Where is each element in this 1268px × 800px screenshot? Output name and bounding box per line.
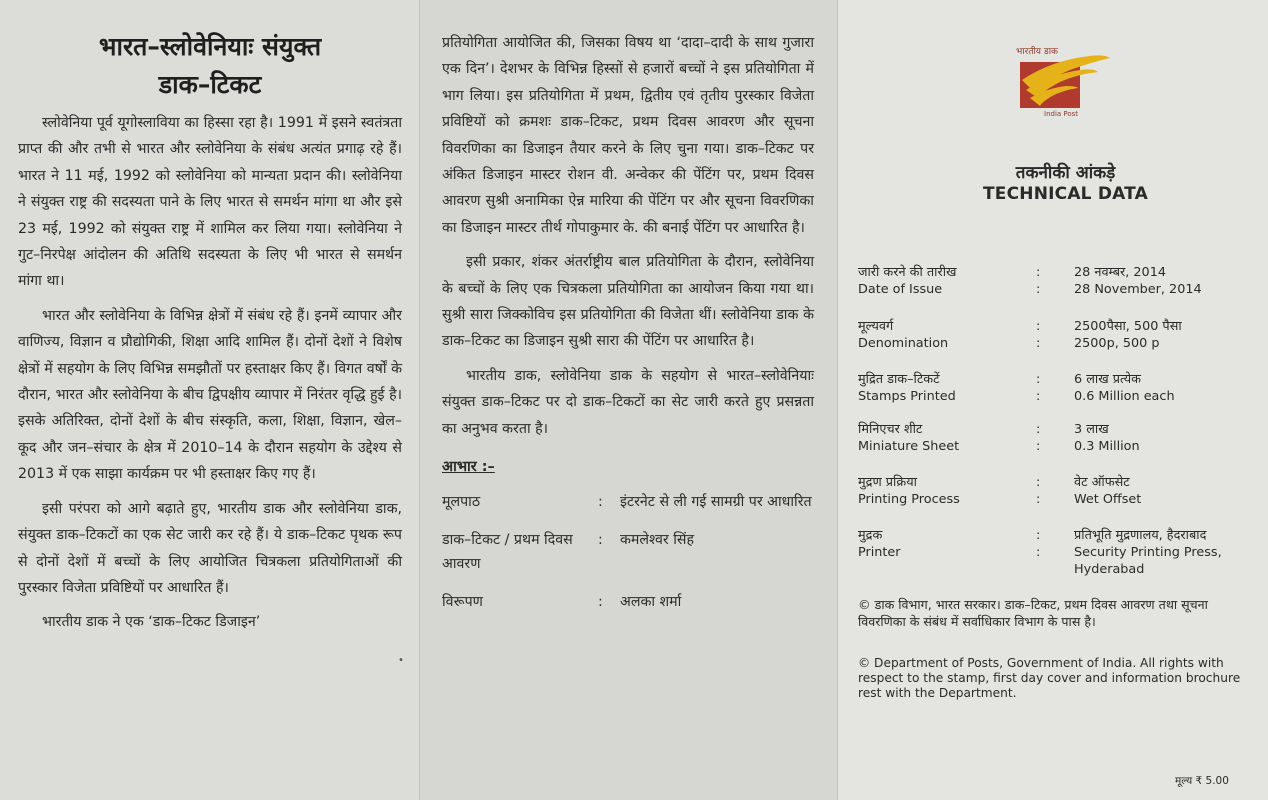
right-panel <box>838 0 1268 800</box>
spec-label-hindi: मुद्रण प्रक्रिया <box>858 475 917 490</box>
spec-colon: : <box>1036 336 1041 351</box>
spec-colon: : <box>1036 282 1041 297</box>
spec-label: Date of Issue <box>858 282 943 297</box>
spec-label: Miniature Sheet <box>858 439 960 454</box>
body-paragraph: इसी प्रकार, शंकर अंतर्राष्ट्रीय बाल प्रतियोगिता के दौरान, स्लोवेनिया के बच्चों के लिए एक चित्रकला प्रतियोगिता का आयोजन किया गया था। सुश्री सारा जिक्कोविच इस प्रतियोगिता की विजेता थीं। स्लोवेनिया डाक के डाक–टिकट का डिजाइन सुश्री सारा की पेंटिंग पर आधारित है। <box>442 254 814 350</box>
spec-colon: : <box>1036 372 1041 387</box>
credit-value: इंटरनेट से ली गई सामग्री पर आधारित <box>620 494 812 511</box>
body-paragraph: इसी परंपरा को आगे बढ़ाते हुए, भारतीय डाक और स्लोवेनिया डाक, संयुक्त डाक–टिकटों का एक सेट जारी कर रहे हैं। ये डाक–टिकट पृथक रूप से दोनों देशों में बच्चों के लिए आयोजित चित्रकला प्रतियोगिताओं की पुरस्कार विजेता प्रविष्टियों पर आधारित हैं। <box>18 500 402 596</box>
spec-label: Printer <box>858 545 901 560</box>
technical-data-heading-hindi: तकनीकी आंकड़े <box>1015 163 1116 183</box>
middle-panel <box>420 0 838 800</box>
spec-row-stamps-printed <box>858 371 1248 405</box>
body-paragraph: प्रतियोगिता आयोजित की, जिसका विषय था ‘दादा–दादी के साथ गुजारा एक दिन’। देशभर के विभिन्न हिस्सों से हजारों बच्चों ने इस प्रतियोगिता में भाग लिया। इस प्रतियोगिता में प्रथम, द्वितीय एवं तृतीय पुरस्कार विजेता प्रविष्टियों को क्रमशः डाक–टिकट, प्रथम दिवस आवरण और सूचना विवरणिका का डिजाइन तैयार करने के लिए चुना गया। डाक–टिकट पर अंकित डिजाइन मास्टर रोशन वी. अन्वेकर की पेंटिंग पर, प्रथम दिवस आवरण सुश्री अनामिका ऐन्न मारिया की पेंटिंग पर और सूचना विवरणिका का डिजाइन मास्टर तीर्थ गोपाकुमार के. की बनाई पेंटिंग पर आधारित है। <box>442 35 814 236</box>
logo-text-english: India Post <box>1044 110 1079 118</box>
body-paragraph: भारत और स्लोवेनिया के विभिन्न क्षेत्रों में संबंध रहे हैं। इनमें व्यापार और वाणिज्य, विज्ञान व प्रौद्योगिकी, शिक्षा आदि शामिल हैं। दोनों देशों ने विशेष क्षेत्रों में सहयोग के लिए विभिन्न समझौतों पर हस्ताक्षर किए हैं। विगत वर्षों के दौरान, भारत और स्लोवेनिया के बीच द्विपक्षीय व्यापार में निरंतर वृद्धि हुई है। इसके अतिरिक्त, दोनों देशों के बीच संस्कृति, कला, शिक्षा, विज्ञान, खेल–कूद और जन–संचार के क्षेत्र में 2010–14 के दौरान सहयोग के उद्देश्य से 2013 में एक साझा कार्यक्रम पर भी हस्ताक्षर किए गए हैं। <box>18 307 402 483</box>
spec-label: Denomination <box>858 336 949 351</box>
spec-colon: : <box>1036 265 1041 280</box>
credit-colon: : <box>598 494 603 511</box>
spec-label-hindi: मिनिएचर शीट <box>858 422 923 437</box>
title-line-2: डाक–टिकट <box>158 70 262 99</box>
spec-value: 0.3 Million <box>1074 439 1140 454</box>
credit-row <box>442 528 814 576</box>
spec-label: Printing Process <box>858 492 960 507</box>
spec-value-hindi: 6 लाख प्रत्येक <box>1074 372 1141 387</box>
body-paragraph: स्लोवेनिया पूर्व यूगोस्लाविया का हिस्सा रहा है। 1991 में इसने स्वतंत्रता प्राप्त की और तभी से भारत और स्लोवेनिया के संबंध अत्यंत प्रगाढ़ रहे हैं। भारत ने 11 मई, 1992 को स्लोवेनिया को मान्यता प्रदान की। स्लोवेनिया ने संयुक्त राष्ट्र की सदस्यता पाने के लिए भारत से समर्थन मांगा था और इसे 23 मई, 1992 को संयुक्त राष्ट्र में शामिल कर लिया गया। स्लोवेनिया ने गुट–निरपेक्ष आंदोलन की अतिथि सदस्यता के लिए भी भारत से समर्थन मांगा था। <box>18 115 402 290</box>
india-post-logo <box>1012 40 1112 122</box>
spec-value: 2500p, 500 p <box>1074 336 1160 351</box>
spec-colon: : <box>1036 389 1041 404</box>
price-label: मूल्य ₹ 5.00 <box>1175 775 1229 787</box>
credit-label: डाक–टिकट / प्रथम दिवस आवरण <box>442 532 573 573</box>
credit-colon: : <box>598 532 603 549</box>
credit-value: अलका शर्मा <box>620 594 682 611</box>
spec-value-hindi: प्रतिभूति मुद्रणालय, हैदराबाद <box>1074 528 1207 543</box>
spec-colon: : <box>1036 319 1041 334</box>
copyright-note: © Department of Posts, Government of India. All rights with respect to the stamp, first day cover and information brochure rest with the Department. <box>858 656 1241 700</box>
credit-row <box>442 490 814 514</box>
spec-value-hindi: 2500पैसा, 500 पैसा <box>1074 319 1182 334</box>
credit-colon: : <box>598 594 603 611</box>
spec-label: Stamps Printed <box>858 389 956 404</box>
spec-row-printing-process <box>858 474 1248 508</box>
spec-value: 28 November, 2014 <box>1074 282 1202 297</box>
spec-label-hindi: जारी करने की तारीख <box>858 265 957 280</box>
body-paragraph: भारतीय डाक, स्लोवेनिया डाक के सहयोग से भारत–स्लोवेनियाः संयुक्त डाक–टिकट पर दो डाक–टिकटों का सेट जारी करते हुए प्रसन्नता का अनुभव करता है। <box>442 367 814 437</box>
credit-label: विरूपण <box>442 594 483 611</box>
spec-label-hindi: मूल्यवर्ग <box>858 319 894 334</box>
body-paragraph: भारतीय डाक ने एक ‘डाक–टिकट डिजाइन’ <box>42 614 261 631</box>
fold-mark: • <box>398 655 404 666</box>
spec-value: 0.6 Million each <box>1074 389 1175 404</box>
page-title <box>18 28 402 104</box>
logo-text-hindi: भारतीय डाक <box>1016 47 1058 57</box>
credit-label: मूलपाठ <box>442 494 481 511</box>
credit-value: कमलेश्वर सिंह <box>620 532 695 549</box>
credits-heading: आभार :– <box>442 459 495 476</box>
spec-row-miniature-sheet <box>858 421 1248 455</box>
spec-value-hindi: 28 नवम्बर, 2014 <box>1074 265 1166 280</box>
spec-value: Wet Offset <box>1074 492 1142 507</box>
spec-label-hindi: मुद्रित डाक–टिकटें <box>858 372 940 387</box>
spec-colon: : <box>1036 528 1041 543</box>
spec-label-hindi: मुद्रक <box>858 528 883 543</box>
spec-row-denomination <box>858 318 1248 352</box>
copyright-note-hindi: © डाक विभाग, भारत सरकार। डाक–टिकट, प्रथम दिवस आवरण तथा सूचना विवरणिका के संबंध में सर्वाधिकार विभाग के पास है। <box>858 597 1208 629</box>
left-panel <box>0 0 420 800</box>
spec-row-date <box>858 264 1248 298</box>
spec-value-hindi: वेट ऑफसेट <box>1074 475 1130 490</box>
spec-colon: : <box>1036 422 1041 437</box>
title-line-1: भारत–स्लोवेनियाः संयुक्त <box>98 32 322 61</box>
spec-colon: : <box>1036 492 1041 507</box>
spec-row-printer <box>858 527 1248 578</box>
credit-row <box>442 590 814 614</box>
spec-value: Security Printing Press, Hyderabad <box>1074 545 1222 577</box>
spec-colon: : <box>1036 545 1041 560</box>
spec-colon: : <box>1036 439 1041 454</box>
spec-value-hindi: 3 लाख <box>1074 422 1109 437</box>
spec-colon: : <box>1036 475 1041 490</box>
technical-data-heading: TECHNICAL DATA <box>982 184 1149 204</box>
